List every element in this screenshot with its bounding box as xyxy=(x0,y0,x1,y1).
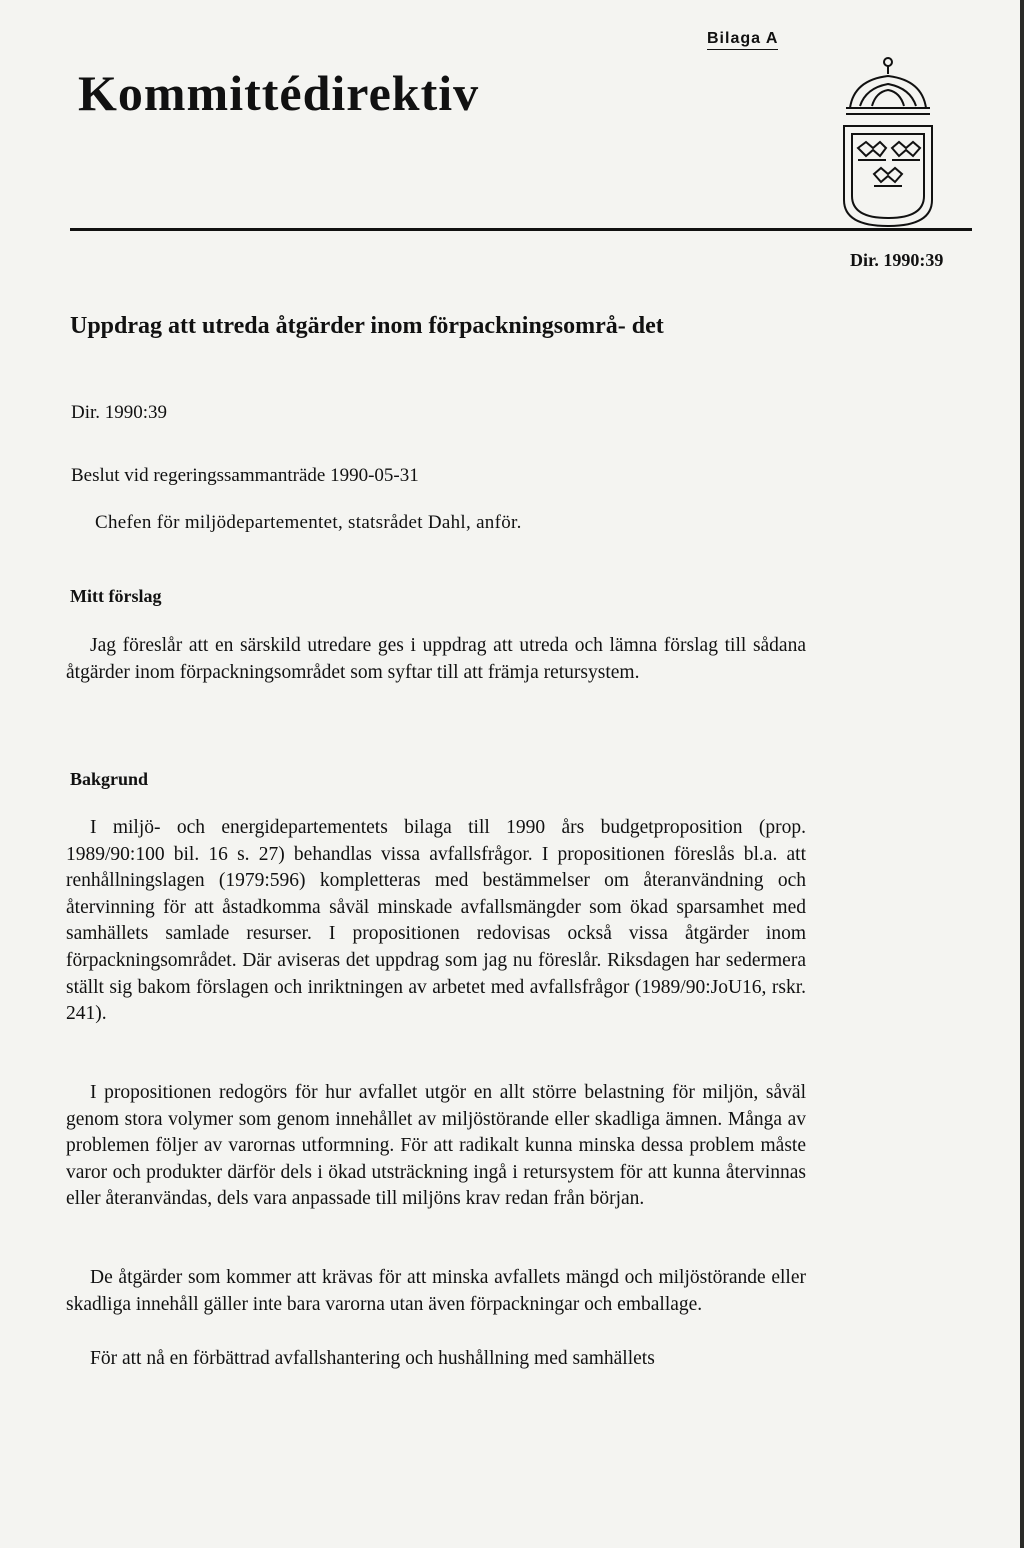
background-paragraph-4: För att nå en förbättrad avfallshantering och hushållning med samhällets xyxy=(90,1348,655,1369)
proposal-paragraph: Jag föreslår att en särskild utredare ges i uppdrag att utreda och lämna förslag till sådana åtgärder inom förpackningsområdet som syftar till att främja retursystem. xyxy=(66,635,806,683)
title-rule xyxy=(70,228,972,231)
intro-line: Chefen för miljödepartementet, statsrådet Dahl, anför. xyxy=(95,512,522,533)
annex-label: Bilaga A xyxy=(707,30,778,50)
background-heading: Bakgrund xyxy=(70,769,149,789)
document-title: Kommittédirektiv xyxy=(78,65,480,121)
directive-number: Dir. 1990:39 xyxy=(850,250,944,270)
swedish-coat-of-arms-icon xyxy=(836,50,940,228)
background-paragraph-2: I propositionen redogörs för hur avfallet utgör en allt större belastning för miljön, såväl genom stora volymer som genom innehållet av miljöstörande eller skadliga ämnen. Många av problemen följer av varornas utformning. För att radikalt kunna minska dessa problem måste varor och produkter därför dels i ökad utsträckning ingå i retursystem för att kunna återvinnas eller återanvändas, dels vara anpassade till miljöns krav redan från början. xyxy=(66,1082,806,1210)
assignment-heading: Uppdrag att utreda åtgärder inom förpackningsområ- det xyxy=(70,313,664,339)
proposal-heading: Mitt förslag xyxy=(70,586,162,606)
background-paragraph-3: De åtgärder som kommer att krävas för att minska avfallets mängd och miljöstörande eller skadliga innehåll gäller inte bara varorna utan även förpackningar och emballage. xyxy=(66,1267,806,1315)
decision-line: Beslut vid regeringssammanträde 1990-05-31 xyxy=(71,465,419,486)
directive-line: Dir. 1990:39 xyxy=(71,402,168,423)
background-paragraph-1: I miljö- och energidepartementets bilaga till 1990 års budgetproposition (prop. 1989/90:100 bil. 16 s. 27) behandlas vissa avfallsfrågor. I propositionen föreslås bl.a. att renhållningslagen (1979:596) kompletteras med bestämmelser om återanvändning och återvinning för att åstadkomma såväl minskade avfallsmängder som ökad sparsamhet med samhällets samlade resurser. I propositionen redovisas också vissa åtgärder inom förpackningsområdet. Där aviseras det uppdrag som jag nu föreslår. Riksdagen har sedermera ställt sig bakom förslagen och inriktningen av arbetet med avfallsfrågor (1989/90:JoU16, rskr. 241). xyxy=(66,817,806,1025)
